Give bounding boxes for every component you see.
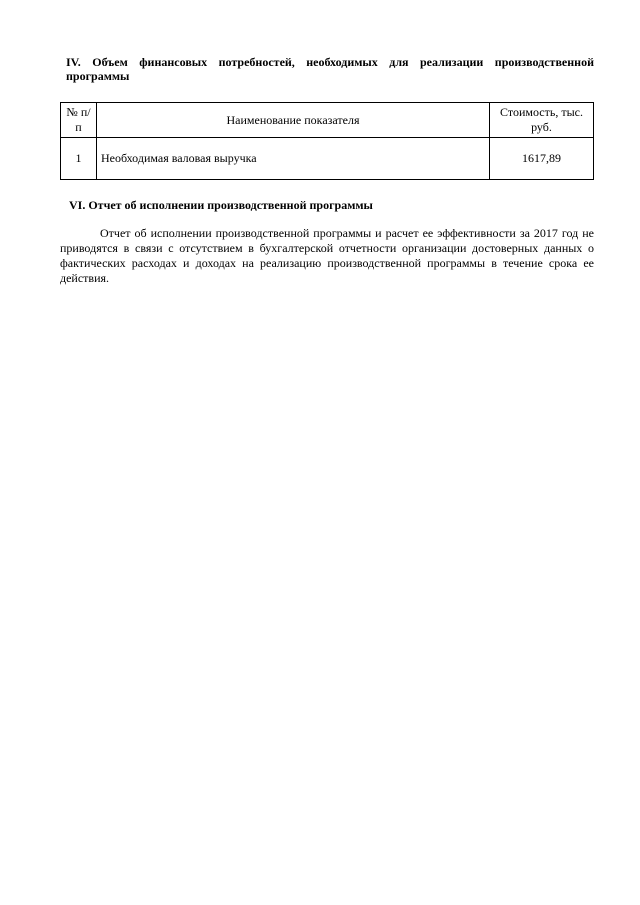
header-cost: Стоимость, тыс. руб.	[490, 103, 594, 138]
section-6-title: VI. Отчет об исполнении производственной программы	[69, 198, 373, 212]
cell-num: 1	[61, 138, 97, 180]
section-6-paragraph: Отчет об исполнении производственной программы и расчет ее эффективности за 2017 год не приводятся в связи с отсутствием в бухгалтерской отчетности организации достоверных данных о фактических расходах и доходах на реализацию производственной программы в течение срока ее действия.	[60, 226, 594, 285]
header-name: Наименование показателя	[97, 103, 490, 138]
cell-cost: 1617,89	[490, 138, 594, 180]
section-4-title: IV. Объем финансовых потребностей, необходимых для реализации производственной программы	[66, 55, 594, 83]
table-header-row	[61, 103, 594, 138]
table-row	[61, 138, 594, 180]
cell-name: Необходимая валовая выручка	[97, 138, 490, 180]
financial-needs-table	[60, 102, 594, 180]
header-num: № п/п	[61, 103, 97, 138]
